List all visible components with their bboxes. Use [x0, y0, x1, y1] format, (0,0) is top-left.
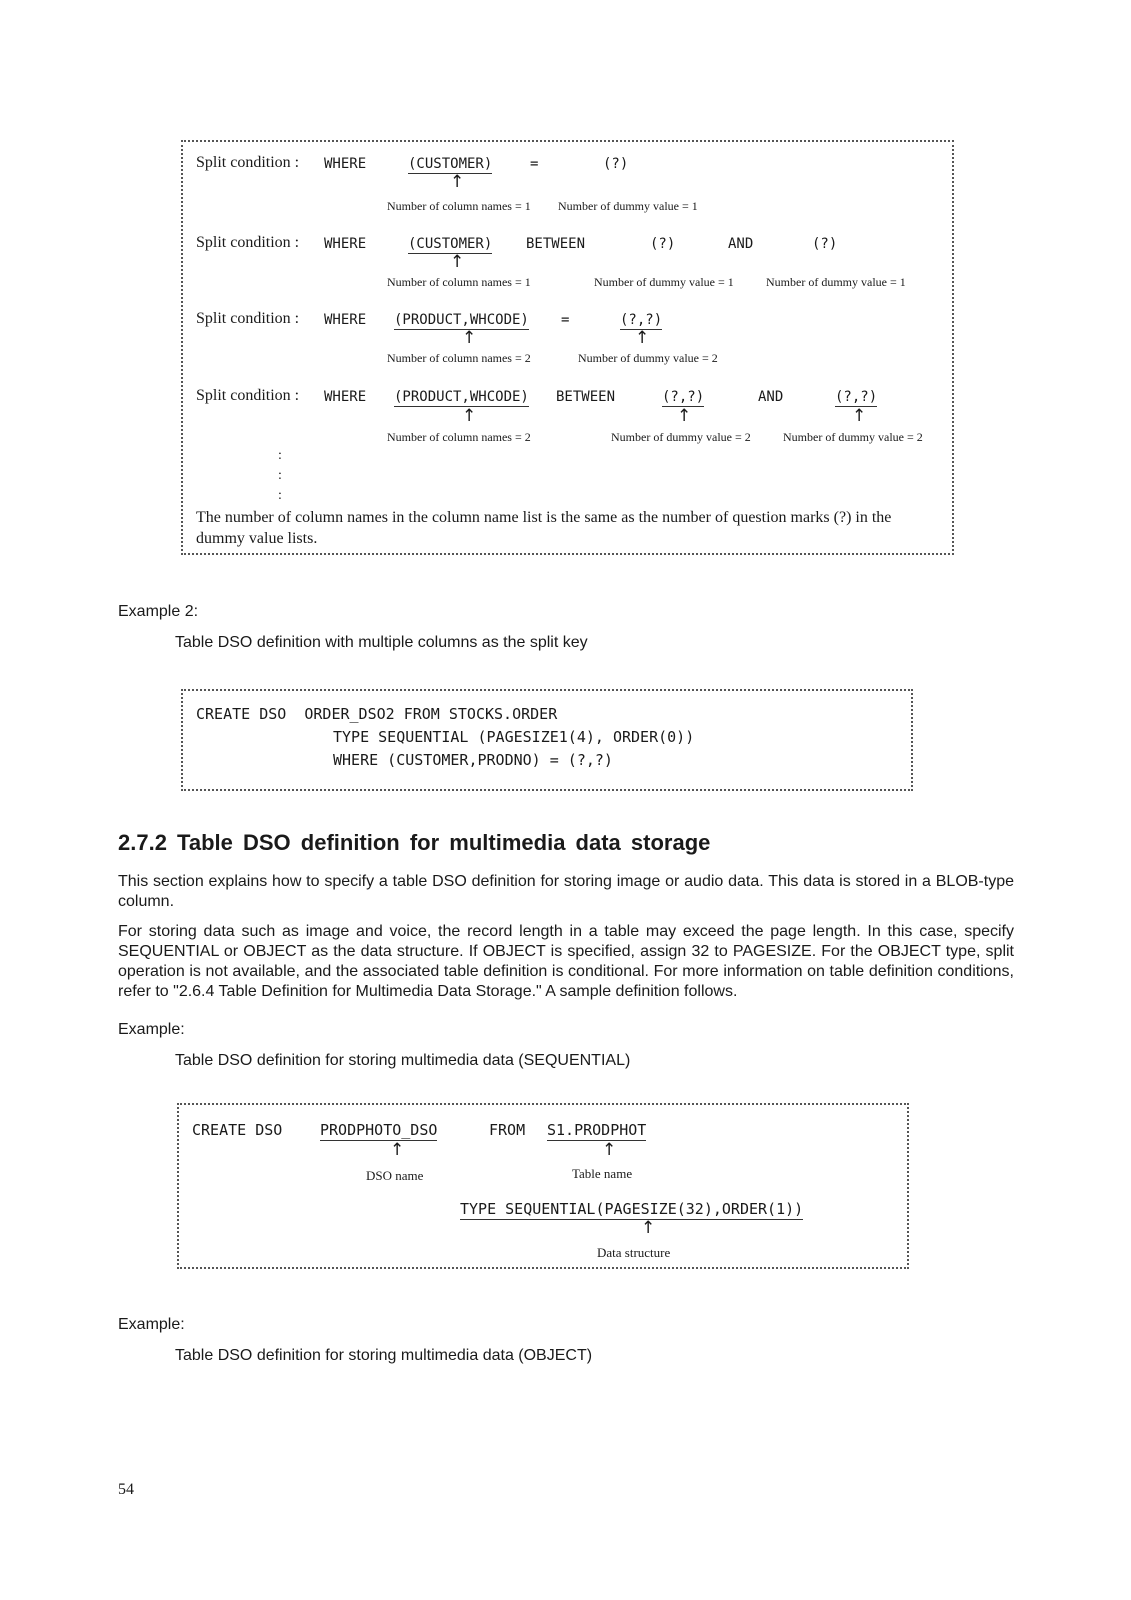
where-keyword: WHERE — [324, 389, 367, 405]
split-condition-label: Split condition : — [196, 387, 300, 404]
up-arrow-icon: ↑ — [450, 252, 465, 272]
column-name-list: (CUSTOMER) — [408, 156, 493, 172]
ellipsis-mark: : — [278, 488, 282, 503]
dummy-value-list: (?) — [603, 156, 629, 172]
dummy-count-note: Number of dummy value = 1 — [558, 199, 698, 213]
code-line: CREATE DSO ORDER_DSO2 FROM STOCKS.ORDER — [196, 705, 558, 723]
dummy-value-list: (?) — [650, 236, 676, 252]
dummy-count-note: Number of dummy value = 1 — [594, 275, 734, 289]
operator: = — [530, 156, 539, 172]
dummy-value-list: (?) — [812, 236, 838, 252]
up-arrow-icon: ↑ — [635, 328, 650, 348]
dummy-value-list: (?,?) — [835, 389, 878, 405]
up-arrow-icon: ↑ — [462, 406, 477, 426]
dso-name-note: DSO name — [366, 1168, 424, 1183]
ellipsis-mark: : — [278, 448, 282, 463]
section-paragraph: This section explains how to specify a table DSO definition for storing image or audio data. This data is stored in a BLOB-type column. — [118, 873, 1014, 910]
split-box-footer: The number of column names in the column name list is the same as the number of question marks (?) in the dummy value lists. — [196, 509, 892, 547]
code-line: WHERE (CUSTOMER,PRODNO) = (?,?) — [333, 751, 613, 769]
split-condition-label: Split condition : — [196, 154, 300, 171]
up-arrow-icon: ↑ — [852, 406, 867, 426]
dummy-value-list: (?,?) — [620, 312, 663, 328]
column-count-note: Number of column names = 2 — [387, 351, 531, 365]
where-keyword: WHERE — [324, 312, 367, 328]
up-arrow-icon: ↑ — [450, 172, 465, 192]
example-label: Example: — [118, 1021, 185, 1038]
column-count-note: Number of column names = 1 — [387, 199, 531, 213]
operator: BETWEEN — [556, 389, 616, 405]
example-caption: Table DSO definition for storing multimedia data (OBJECT) — [175, 1347, 593, 1364]
column-name-list: (CUSTOMER) — [408, 236, 493, 252]
operator: BETWEEN — [526, 236, 586, 252]
example-label: Example: — [118, 1316, 185, 1333]
where-keyword: WHERE — [324, 156, 367, 172]
table-name: S1.PRODPHOT — [547, 1121, 647, 1139]
up-arrow-icon: ↑ — [462, 328, 477, 348]
dummy-count-note: Number of dummy value = 2 — [611, 430, 751, 444]
example-caption: Table DSO definition for storing multimedia data (SEQUENTIAL) — [175, 1052, 631, 1069]
example3-code-box — [177, 1103, 909, 1269]
column-name-list: (PRODUCT,WHCODE) — [394, 389, 529, 405]
dummy-count-note: Number of dummy value = 1 — [766, 275, 906, 289]
up-arrow-icon: ↑ — [390, 1140, 405, 1160]
dummy-count-note: Number of dummy value = 2 — [783, 430, 923, 444]
up-arrow-icon: ↑ — [677, 406, 692, 426]
example-caption: Table DSO definition with multiple columns as the split key — [175, 634, 588, 651]
column-count-note: Number of column names = 1 — [387, 275, 531, 289]
up-arrow-icon: ↑ — [641, 1218, 656, 1238]
operator: = — [561, 312, 570, 328]
column-name-list: (PRODUCT,WHCODE) — [394, 312, 529, 328]
table-name-note: Table name — [572, 1166, 633, 1181]
page-number: 54 — [118, 1481, 134, 1498]
ellipsis-mark: : — [278, 468, 282, 483]
from-keyword: FROM — [489, 1121, 526, 1139]
data-structure-note: Data structure — [597, 1245, 671, 1260]
create-dso-keyword: CREATE DSO — [192, 1121, 283, 1139]
dummy-count-note: Number of dummy value = 2 — [578, 351, 718, 365]
section-paragraph: For storing data such as image and voice, the record length in a table may exceed the page length. In this case, specify SEQUENTIAL or OBJECT as the data structure. If OBJECT is specified, assign 32 to PAGESIZE. For the OBJECT type, split operation is not available, and the associated table definition is conditional. For more information on table definition conditions, refer to "2.6.4 Table Definition for Multimedia Data Storage." A sample definition follows. — [118, 923, 1014, 1000]
where-keyword: WHERE — [324, 236, 367, 252]
section-heading: 2.7.2 Table DSO definition for multimedia data storage — [118, 830, 711, 855]
dummy-value-list: (?,?) — [662, 389, 705, 405]
split-condition-label: Split condition : — [196, 234, 300, 251]
example-label: Example 2: — [118, 603, 199, 620]
and-keyword: AND — [758, 389, 784, 405]
code-line: TYPE SEQUENTIAL (PAGESIZE1(4), ORDER(0)) — [333, 728, 695, 746]
column-count-note: Number of column names = 2 — [387, 430, 531, 444]
type-clause: TYPE SEQUENTIAL(PAGESIZE(32),ORDER(1)) — [460, 1200, 804, 1218]
and-keyword: AND — [728, 236, 754, 252]
dso-name: PRODPHOTO_DSO — [320, 1121, 438, 1139]
up-arrow-icon: ↑ — [602, 1140, 617, 1160]
split-condition-label: Split condition : — [196, 310, 300, 327]
